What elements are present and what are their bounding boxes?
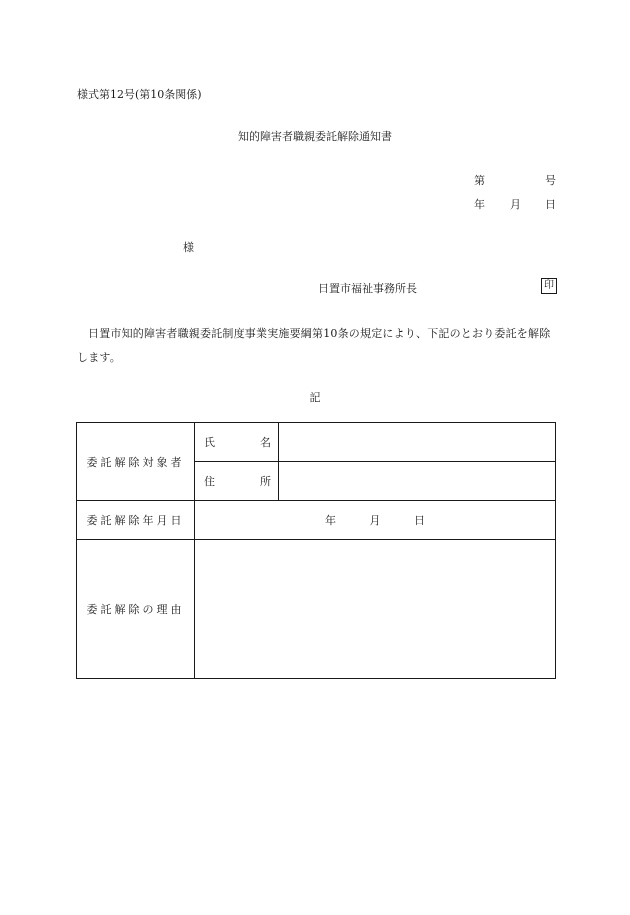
note-heading: 記 (309, 391, 321, 404)
release-date-field[interactable] (195, 501, 556, 540)
seal-mark: 印 (541, 278, 557, 294)
table-row (77, 540, 556, 679)
body-paragraph: 日置市知的障害者職親委託制度事業実施要綱第10条の規定により、下記のとおり委託を解除します。 (77, 327, 551, 364)
notice-form-table (76, 422, 556, 679)
name-label-a: 氏 (204, 436, 215, 449)
date-month-label: 月 (510, 198, 521, 211)
address-field[interactable] (279, 462, 556, 501)
release-day-label: 日 (414, 514, 425, 527)
doc-number-prefix: 第 (474, 174, 485, 187)
addressee-honorific: 様 (183, 241, 194, 254)
release-reason-field[interactable] (195, 540, 556, 679)
address-label-a: 住 (204, 475, 215, 488)
document-title: 知的障害者職親委託解除通知書 (238, 130, 392, 143)
date-day-label: 日 (545, 198, 556, 211)
issuer-name: 日置市福祉事務所長 (318, 282, 417, 295)
name-label-cell (195, 423, 279, 462)
doc-number-suffix: 号 (545, 174, 556, 187)
table-row (77, 423, 556, 462)
address-label-b: 所 (260, 475, 271, 488)
name-field[interactable] (279, 423, 556, 462)
release-reason-label: 委託解除の理由 (77, 540, 195, 679)
target-person-label: 委託解除対象者 (77, 423, 195, 501)
table-row (77, 501, 556, 540)
release-month-label: 月 (369, 514, 381, 527)
name-label-b: 名 (260, 436, 271, 449)
release-year-label: 年 (325, 514, 336, 527)
release-date-label: 委託解除年月日 (77, 501, 195, 540)
form-number: 様式第12号(第10条関係) (77, 88, 202, 101)
date-year-label: 年 (474, 198, 485, 211)
address-label-cell (195, 462, 279, 501)
